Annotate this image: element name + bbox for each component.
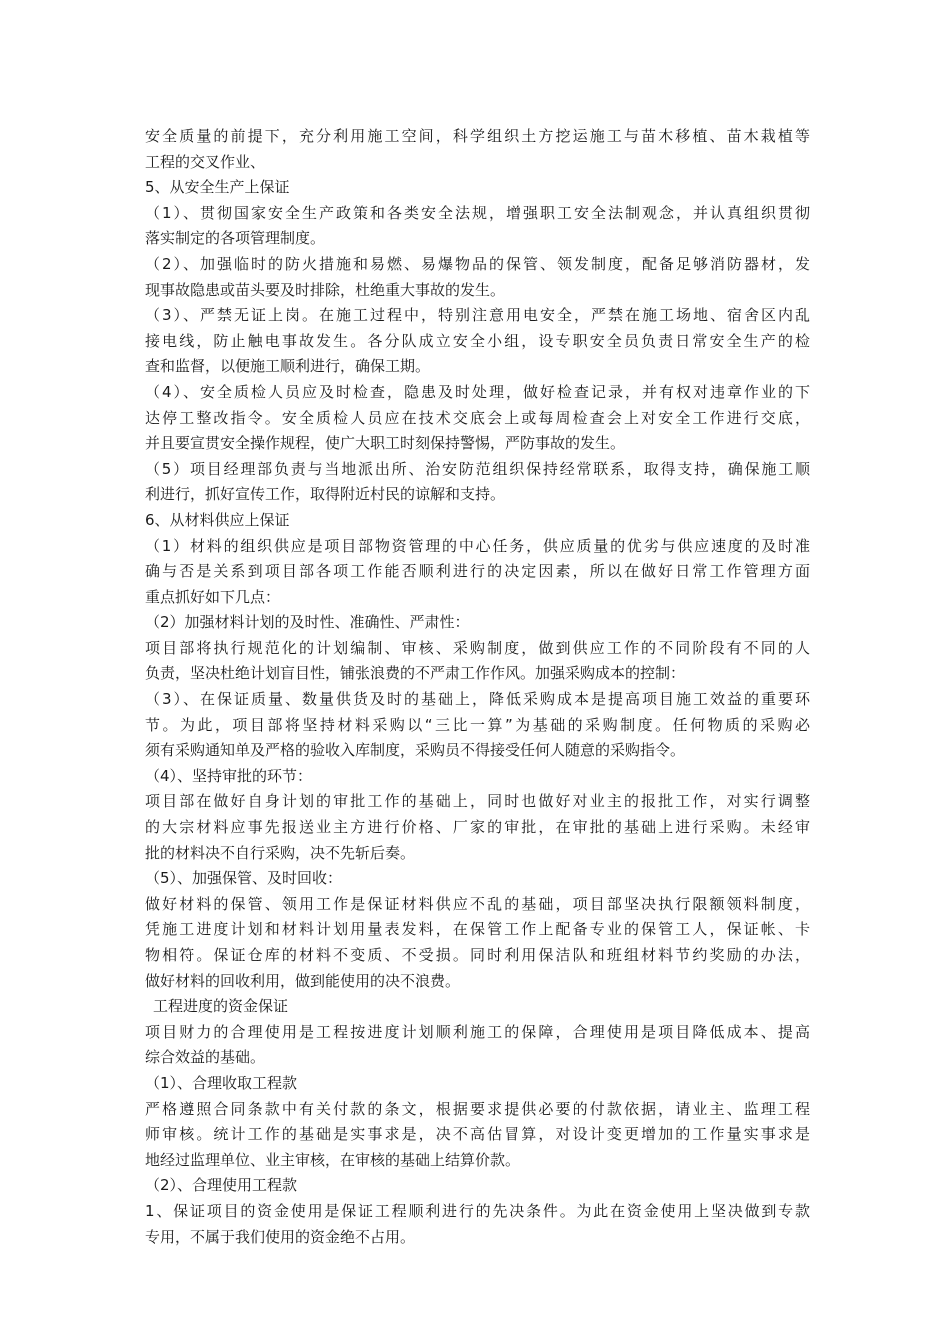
text-line: （2）、合理使用工程款: [145, 1176, 298, 1195]
text-line: 批的材料决不自行采购，决不先斩后奏。: [145, 843, 416, 862]
text-line: （1）、合理收取工程款: [145, 1073, 298, 1092]
text-line: 项目部将执行规范化的计划编制、审核、采购制度，做到供应工作的不同阶段有不同的人: [145, 638, 810, 657]
text-line: 安全质量的前提下，充分利用施工空间，科学组织土方挖运施工与苗木移植、苗木栽植等: [145, 127, 810, 145]
text-line: 重点抓好如下几点：: [145, 587, 281, 606]
text-line: 须有采购通知单及严格的验收入库制度，采购员不得接受任何人随意的采购指令。: [145, 741, 686, 760]
text-line: 并且要宣贯安全操作规程，使广大职工时刻保持警惕，严防事故的发生。: [145, 434, 626, 453]
text-line: 项目部在做好自身计划的审批工作的基础上，同时也做好对业主的报批工作，对实行调整: [145, 792, 810, 811]
text-line: （1）材料的组织供应是项目部物资管理的中心任务，供应质量的优劣与供应速度的及时准: [145, 536, 810, 555]
text-line: 查和监督，以便施工顺利进行，确保工期。: [145, 357, 431, 376]
text-line: 利进行，抓好宣传工作，取得附近村民的谅解和支持。: [145, 485, 506, 504]
text-line: 落实制定的各项管理制度。: [145, 229, 326, 248]
text-line: （3）、严禁无证上岗。在施工过程中，特别注意用电安全，严禁在施工场地、宿舍区内乱: [145, 306, 810, 325]
section-heading: 工程进度的资金保证: [153, 997, 289, 1016]
text-line: 的大宗材料应事先报送业主方进行价格、厂家的审批，在审批的基础上进行采购。未经审: [145, 818, 810, 837]
text-line: （5）、加强保管、及时回收：: [145, 869, 343, 888]
text-line: 做好材料的回收利用，做到能使用的决不浪费。: [145, 971, 461, 990]
text-line: （4）、坚持审批的环节：: [145, 766, 313, 785]
text-line: 严格遵照合同条款中有关付款的条文，根据要求提供必要的付款依据，请业主、监理工程: [145, 1099, 810, 1118]
text-line: 1、保证项目的资金使用是保证工程顺利进行的先决条件。为此在资金使用上坚决做到专款: [145, 1201, 810, 1220]
text-line: 负责，坚决杜绝计划盲目性，铺张浪费的不严肃工作作风。加强采购成本的控制：: [145, 664, 686, 683]
text-line: （2）加强材料计划的及时性、准确性、严肃性：: [145, 613, 470, 632]
text-line: （2）、加强临时的防火措施和易燃、易爆物品的保管、领发制度，配备足够消防器材，发: [145, 254, 810, 273]
section-heading: 5、从安全生产上保证: [145, 178, 290, 197]
text-line: 确与否是关系到项目部各项工作能否顺利进行的决定因素，所以在做好日常工作管理方面: [145, 562, 810, 581]
text-line: 节。为此，项目部将坚持材料采购以“三比一算”为基础的采购制度。任何物质的采购必: [145, 715, 810, 734]
text-line: 师审核。统计工作的基础是实事求是，决不高估冒算，对设计变更增加的工作量实事求是: [145, 1125, 810, 1144]
text-line: （4）、安全质检人员应及时检查，隐患及时处理，做好检查记录，并有权对违章作业的下: [145, 382, 810, 401]
text-line: 现事故隐患或苗头要及时排除，杜绝重大事故的发生。: [145, 280, 506, 299]
text-line: 专用，不属于我们使用的资金绝不占用。: [145, 1227, 416, 1246]
text-line: （5）项目经理部负责与当地派出所、治安防范组织保持经常联系，取得支持，确保施工顺: [145, 459, 810, 478]
text-line: 综合效益的基础。: [145, 1048, 266, 1067]
document-body: [145, 124, 810, 1250]
section-heading: 6、从材料供应上保证: [145, 510, 290, 529]
text-line: 接电线，防止触电事故发生。各分队成立安全小组，设专职安全员负责日常安全生产的检: [145, 331, 810, 350]
text-line: 物相符。保证仓库的材料不变质、不受损。同时利用保洁队和班组材料节约奖励的办法，: [145, 946, 810, 964]
text-line: 凭施工进度计划和材料计划用量表发料，在保管工作上配备专业的保管工人，保证帐、卡: [145, 920, 810, 939]
text-line: （1）、贯彻国家安全生产政策和各类安全法规，增强职工安全法制观念，并认真组织贯彻: [145, 203, 810, 222]
text-line: （3）、在保证质量、数量供货及时的基础上，降低采购成本是提高项目施工效益的重要环: [145, 690, 810, 709]
text-line: 做好材料的保管、领用工作是保证材料供应不乱的基础，项目部坚决执行限额领料制度，: [145, 894, 810, 913]
text-line: 地经过监理单位、业主审核，在审核的基础上结算价款。: [145, 1150, 521, 1169]
text-line: 达停工整改指令。安全质检人员应在技术交底会上或每周检查会上对安全工作进行交底，: [145, 408, 810, 427]
text-line: 工程的交叉作业、: [145, 152, 266, 171]
text-line: 项目财力的合理使用是工程按进度计划顺利施工的保障，合理使用是项目降低成本、提高: [145, 1022, 810, 1041]
